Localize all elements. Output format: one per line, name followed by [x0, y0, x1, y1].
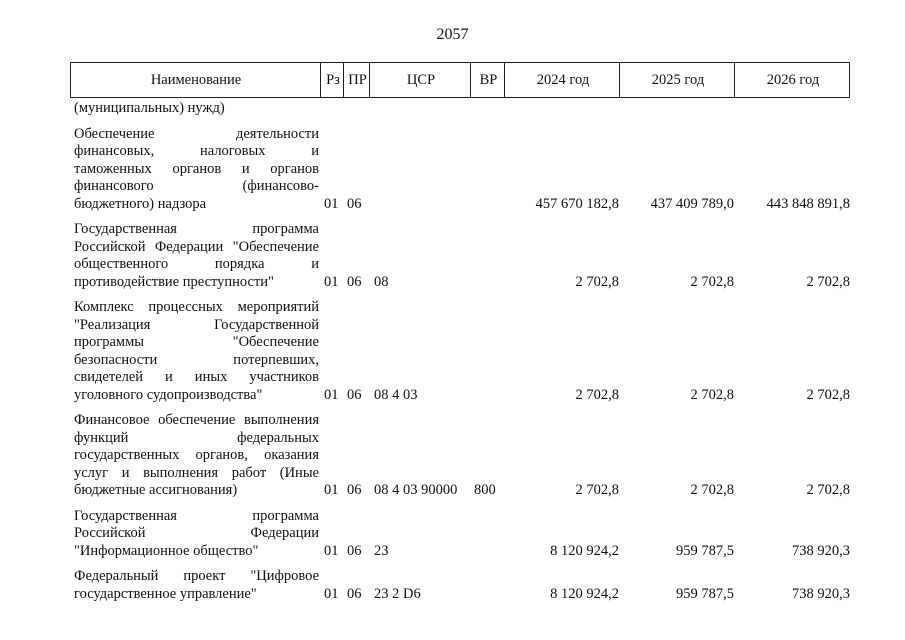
row-csr: 08 4 03 — [374, 386, 418, 403]
row-name-line: Федеральный проект "Цифровое — [74, 568, 319, 584]
header-divider — [369, 62, 370, 98]
row-name-line: Российской Федерации — [74, 525, 319, 541]
row-amount-2025: 2 702,8 — [690, 482, 734, 498]
header-name: Наименование — [150, 72, 242, 88]
table-header — [70, 62, 850, 98]
header-divider — [320, 62, 321, 98]
row-name-line: программы "Обеспечение — [74, 334, 319, 350]
row-name-line: (муниципальных) нужд) — [74, 100, 225, 116]
row-amount-2024: 8 120 924,2 — [550, 542, 619, 559]
row-rz: 01 — [324, 585, 339, 602]
row-amount-2025: 959 787,5 — [676, 585, 734, 602]
row-csr: 23 2 D6 — [374, 585, 421, 602]
row-name-line: государственное управление" — [74, 585, 257, 602]
row-pr: 06 — [347, 195, 362, 212]
row-name-line: Комплекс процессных мероприятий — [74, 299, 319, 315]
row-name-line: услуг и выполнения работ (Иные — [74, 464, 319, 481]
row-name-line: противодействие преступности" — [74, 273, 274, 290]
row-name-line: Обеспечение деятельности — [74, 125, 319, 142]
header-divider — [619, 62, 620, 98]
row-name — [74, 299, 319, 404]
row-name — [74, 100, 319, 118]
row-name-line: безопасности потерпевших, — [74, 351, 319, 368]
header-pr: ПР — [348, 72, 367, 88]
table-row — [0, 299, 905, 404]
row-name-line: функций федеральных — [74, 429, 319, 446]
table-row — [0, 126, 905, 214]
header-2024: 2024 год — [536, 72, 590, 88]
row-amount-2026: 443 848 891,8 — [766, 195, 850, 212]
row-name-line: финансовых, налоговых и — [74, 143, 319, 159]
row-amount-2025: 437 409 789,0 — [650, 195, 734, 212]
row-rz: 01 — [324, 273, 339, 290]
row-name-line: Финансовое обеспечение выполнения — [74, 412, 319, 428]
page-number: 2057 — [436, 26, 469, 43]
row-name-line: бюджетного) надзора — [74, 195, 207, 212]
row-amount-2024: 8 120 924,2 — [550, 585, 619, 602]
row-name-line: "Информационное общество" — [74, 542, 259, 559]
row-csr: 08 4 03 90000 — [374, 482, 458, 498]
row-pr: 06 — [347, 482, 362, 498]
row-amount-2026: 2 702,8 — [806, 386, 850, 403]
table-row — [0, 412, 905, 500]
header-vr: ВР — [479, 72, 498, 88]
row-pr: 06 — [347, 273, 362, 290]
row-amount-2025: 959 787,5 — [676, 542, 734, 559]
header-rz: Рз — [326, 72, 340, 88]
row-name-line: свидетелей и иных участников — [74, 369, 319, 385]
row-name — [74, 126, 319, 214]
header-csr: ЦСР — [406, 72, 436, 88]
row-rz: 01 — [324, 386, 339, 403]
header-divider — [343, 62, 344, 98]
table-row — [0, 100, 905, 118]
row-name-line: уголовного судопроизводства" — [74, 386, 263, 403]
row-name-line: Российской Федерации "Обеспечение — [74, 238, 319, 255]
header-2025: 2025 год — [651, 72, 705, 88]
row-name — [74, 221, 319, 291]
header-divider — [470, 62, 471, 98]
row-name-line: Государственная программа — [74, 507, 319, 524]
table-body — [0, 98, 905, 603]
row-name-line: Государственная программа — [74, 221, 319, 237]
row-amount-2024: 2 702,8 — [575, 273, 619, 290]
row-amount-2026: 738 920,3 — [792, 542, 850, 559]
row-amount-2026: 738 920,3 — [792, 585, 850, 602]
row-amount-2025: 2 702,8 — [690, 386, 734, 403]
header-2026: 2026 год — [766, 72, 820, 88]
row-pr: 06 — [347, 542, 362, 559]
row-name-line: государственных органов, оказания — [74, 447, 319, 463]
row-amount-2026: 2 702,8 — [806, 482, 850, 498]
row-amount-2026: 2 702,8 — [806, 273, 850, 290]
table-row — [0, 221, 905, 291]
table-row — [0, 508, 905, 561]
row-name-line: бюджетные ассигнования) — [74, 482, 238, 498]
row-name — [74, 412, 319, 500]
header-divider — [504, 62, 505, 98]
row-name-line: общественного порядка и — [74, 256, 319, 272]
row-amount-2024: 457 670 182,8 — [535, 195, 619, 212]
row-name-line: финансового (финансово- — [74, 178, 319, 194]
row-csr: 23 — [374, 542, 389, 559]
row-pr: 06 — [347, 386, 362, 403]
row-rz: 01 — [324, 195, 339, 212]
row-rz: 01 — [324, 482, 339, 498]
row-vr: 800 — [474, 482, 496, 498]
row-name — [74, 508, 319, 561]
table-row — [0, 568, 905, 603]
row-amount-2024: 2 702,8 — [575, 386, 619, 403]
row-name-line: "Реализация Государственной — [74, 316, 319, 333]
row-pr: 06 — [347, 585, 362, 602]
row-amount-2024: 2 702,8 — [575, 482, 619, 498]
row-name-line: таможенных органов и органов — [74, 160, 319, 177]
row-rz: 01 — [324, 542, 339, 559]
row-name — [74, 568, 319, 603]
row-csr: 08 — [374, 273, 389, 290]
row-amount-2025: 2 702,8 — [690, 273, 734, 290]
header-divider — [734, 62, 735, 98]
